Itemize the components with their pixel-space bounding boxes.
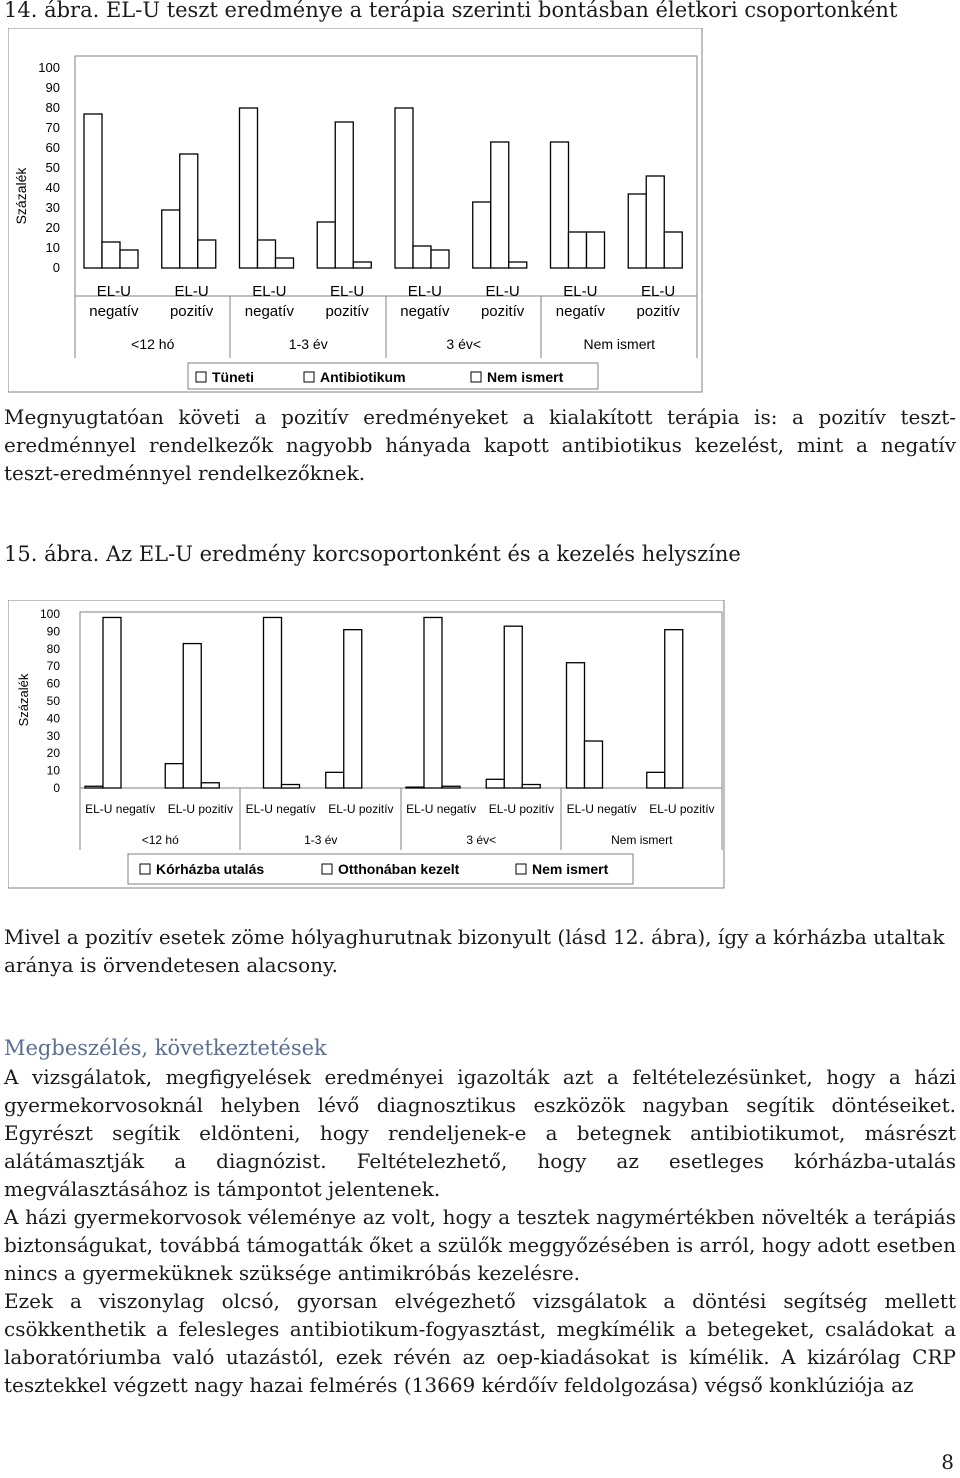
legend-label: Nem ismert	[487, 369, 564, 385]
group-label: Nem ismert	[611, 833, 673, 847]
legend-label: Antibiotikum	[320, 369, 406, 385]
y-tick-label: 100	[39, 607, 60, 621]
y-tick-label: 10	[46, 763, 60, 778]
paragraph-hospital-ratio: Mivel a pozitív esetek zöme hólyaghurutnak bizonyult (lásd 12. ábra), így a kórházba utaltak aránya is örvendetesen alacsony.	[4, 925, 945, 977]
paragraph-discussion-2: A házi gyermekorvosok véleménye az volt, hogy a tesztek nagymértékben növelték a terápiás biztonságukat, továbbá támogatták őket a szülők meggyőzésében is arról, hogy adott esetben nincs a gyermeküknek szüksége antimikróbás kezelésre.	[4, 1205, 956, 1285]
y-tick-label: 0	[52, 260, 60, 275]
category-label: EL-U	[174, 283, 209, 300]
category-label: EL-U negatív	[406, 802, 477, 816]
bar	[258, 240, 276, 268]
bar	[406, 787, 424, 788]
category-label: EL-U pozitív	[328, 802, 394, 816]
y-tick-label: 10	[45, 240, 60, 255]
group-label: <12 hó	[131, 336, 175, 352]
y-tick-label: 60	[45, 140, 60, 155]
y-tick-label: 30	[45, 200, 60, 215]
bar	[85, 786, 103, 788]
bar	[201, 783, 219, 788]
bar	[647, 772, 665, 788]
y-tick-label: 50	[46, 694, 60, 708]
paragraph-discussion-1: A vizsgálatok, megfigyelések eredményei igazolták azt a feltételezésünket, hogy a házi gyermekorvosoknál helyben lévő diagnosztikus eszközök nagyban segítik döntéseiket. Egyrészt segítik eldönteni, hogy rendeljenek-e a betegnek antibiotikumot, másrészt alátámasztják a diagnózist. Feltételezhető, hogy az esetleges kórházba-utalás megválasztásához is támpontot jelentenek.	[4, 1065, 956, 1201]
category-label: EL-U	[407, 283, 442, 300]
bar	[276, 258, 294, 268]
y-tick-label: 100	[38, 60, 60, 75]
category-label: pozitív	[480, 303, 525, 320]
category-label: pozitív	[636, 303, 680, 320]
category-label: EL-U negatív	[566, 802, 637, 816]
bar	[102, 242, 120, 268]
bar	[84, 114, 102, 268]
bar	[282, 785, 300, 788]
category-label: EL-U	[330, 283, 365, 300]
y-axis-label: Százalék	[16, 673, 31, 727]
category-label: EL-U pozitív	[649, 802, 715, 816]
legend-label: Nem ismert	[532, 861, 609, 877]
bar	[344, 630, 362, 788]
y-tick-label: 40	[46, 711, 60, 726]
group-label: 3 év<	[446, 336, 482, 352]
y-tick-label: 90	[45, 80, 60, 95]
bar	[162, 210, 180, 268]
figure-15-chart	[8, 600, 725, 890]
bar	[120, 250, 138, 268]
bar	[431, 250, 449, 268]
legend-label: Otthonában kezelt	[338, 861, 460, 877]
y-tick-label: 20	[46, 746, 60, 761]
legend-swatch	[140, 864, 150, 874]
category-label: EL-U pozitív	[488, 802, 555, 816]
category-label: EL-U negatív	[245, 802, 316, 816]
group-label: 1-3 év	[288, 336, 328, 352]
category-label: pozitív	[325, 303, 369, 320]
y-tick-label: 0	[53, 781, 60, 795]
bar	[569, 232, 587, 268]
bar	[628, 194, 646, 268]
y-tick-label: 70	[45, 120, 60, 135]
y-tick-label: 70	[46, 659, 60, 674]
group-label: 3 év<	[466, 833, 497, 847]
bar	[240, 108, 258, 268]
legend-swatch	[196, 372, 206, 382]
bar	[664, 232, 682, 268]
group-label: Nem ismert	[583, 336, 656, 352]
bar	[442, 786, 460, 788]
category-label: pozitív	[169, 303, 214, 320]
category-label: EL-U	[252, 283, 287, 300]
bar	[504, 626, 522, 788]
y-tick-label: 60	[46, 676, 60, 691]
paragraph-therapy: Megnyugtatóan követi a pozitív eredményeket a kialakított terápia is: a pozitív teszt-eredménnyel rendelkezők nagyobb hányada kapott antibiotikus kezelést, mint a negatív teszt-eredménnyel rendelkezőknek.	[4, 405, 956, 485]
category-label: EL-U	[485, 283, 520, 300]
bar	[264, 617, 282, 788]
bar	[180, 154, 198, 268]
bar	[395, 108, 413, 268]
legend-label: Tüneti	[212, 369, 254, 385]
legend-swatch	[322, 864, 332, 874]
bar	[473, 202, 491, 268]
category-label: negatív	[244, 303, 294, 320]
bar	[326, 772, 344, 788]
bar	[585, 741, 603, 788]
bar	[491, 142, 509, 268]
bar	[183, 644, 201, 788]
y-tick-label: 50	[45, 160, 60, 175]
y-tick-label: 80	[46, 641, 60, 656]
category-label: EL-U	[641, 283, 676, 300]
page-number: 8	[941, 1450, 954, 1474]
y-tick-label: 30	[46, 728, 60, 743]
bar	[198, 240, 216, 268]
legend-swatch	[304, 372, 314, 382]
group-label: 1-3 év	[304, 833, 338, 847]
bar	[509, 262, 527, 268]
figure-15-caption: 15. ábra. Az EL-U eredmény korcsoportonként és a kezelés helyszíne	[4, 542, 741, 566]
group-label: <12 hó	[141, 833, 179, 847]
category-label: EL-U pozitív	[167, 802, 234, 816]
bar	[413, 246, 431, 268]
category-label: negatív	[400, 303, 450, 320]
legend-label: Kórházba utalás	[156, 861, 265, 877]
y-tick-label: 80	[45, 100, 60, 115]
bar	[551, 142, 569, 268]
legend-swatch	[516, 864, 526, 874]
bar	[646, 176, 664, 268]
bar	[353, 262, 371, 268]
legend-swatch	[471, 372, 481, 382]
section-title: Megbeszélés, következtetések	[4, 1036, 327, 1060]
y-tick-label: 90	[46, 624, 60, 639]
category-label: negatív	[555, 303, 605, 320]
bar	[665, 630, 683, 788]
category-label: negatív	[89, 303, 139, 320]
category-label: EL-U	[563, 283, 598, 300]
bar	[335, 122, 353, 268]
paragraph-discussion-3: Ezek a viszonylag olcsó, gyorsan elvégezhető vizsgálatok a döntési segítség mellett csökkenthetik a felesleges antibiotikum-fogyasztást, megkímélik a betegeket, családokat a laboratóriumba való utazástól, ezek révén az oep-kiadásokat is kímélik. A kizárólag CRP tesztekkel végzett nagy hazai felmérés (13669 kérdőív feldolgozása) végső konklúziója az	[4, 1289, 956, 1397]
y-tick-label: 20	[45, 220, 60, 235]
y-axis-label: Százalék	[13, 167, 29, 225]
bar	[103, 617, 121, 788]
category-label: EL-U negatív	[85, 802, 156, 816]
bar	[587, 232, 605, 268]
category-label: EL-U	[96, 283, 131, 300]
bar	[486, 779, 504, 788]
bar	[165, 764, 183, 788]
bar	[522, 785, 540, 788]
bar	[567, 663, 585, 788]
y-tick-label: 40	[45, 180, 60, 195]
bar	[317, 222, 335, 268]
figure-14-caption: 14. ábra. EL-U teszt eredménye a terápia szerinti bontásban életkori csoportonként	[4, 0, 898, 22]
figure-14-chart	[8, 28, 703, 393]
bar	[424, 617, 442, 788]
